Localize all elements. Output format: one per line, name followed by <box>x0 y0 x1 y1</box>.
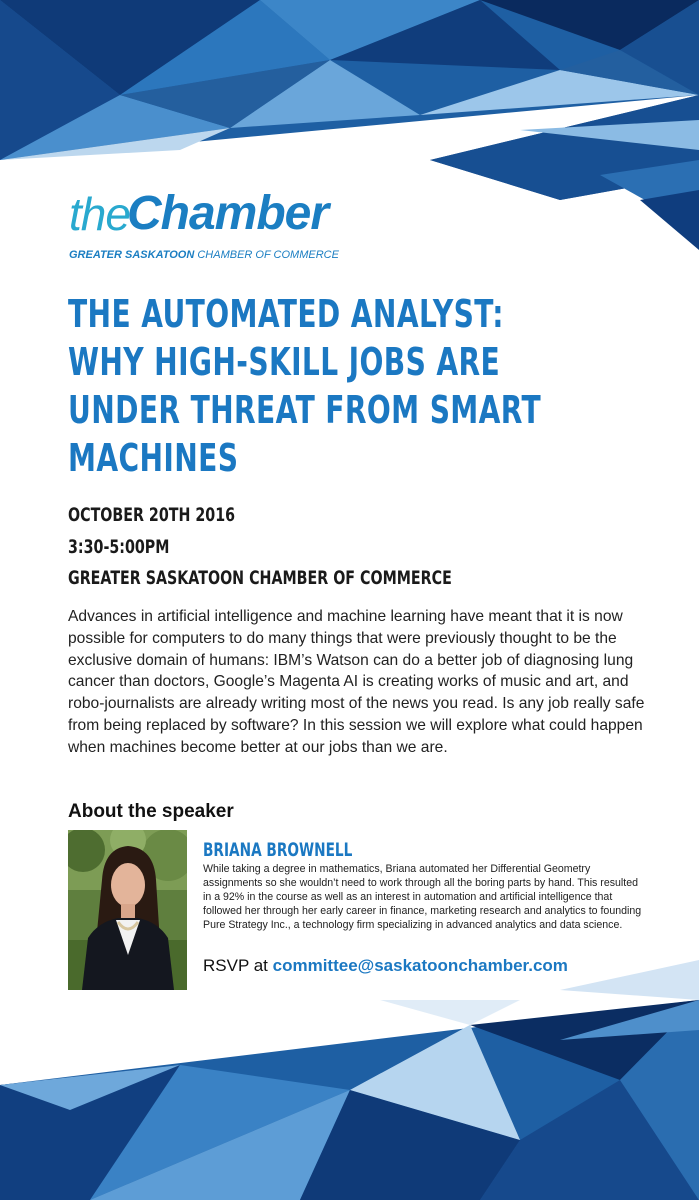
speaker-bio: While taking a degree in mathematics, Briana automated her Differential Geometry assignments so she wouldn’t need to work through all the boring parts by hand. This resulted in a 92% in the course as well as an interest in automation and artificial intelligence that followed her through her early career in finance, marketing research and analytics to founding Pure Strategy Inc., a technology firm specializing in advanced analytics and data science. <box>203 863 642 931</box>
speaker-photo <box>68 830 187 990</box>
event-date: OCTOBER 20TH 2016 <box>68 504 236 526</box>
event-title-line: UNDER THREAT FROM SMART <box>68 388 542 432</box>
rsvp-label: RSVP at <box>203 956 268 975</box>
logo-word-the: the <box>69 188 130 240</box>
event-description: Advances in artificial intelligence and machine learning have meant that it is now possible for computers to do many things that were previously thought to be the exclusive domain of humans: IBM’s Watson can do a better job of diagnosing lung cancer than doctors, Google’s Magenta AI is creating works of music and art, and robo-journalists are already writing most of the news you read. Is any job really safe from being replaced by software? In this session we will explore what could happen when machines become better at our jobs than we are. <box>68 608 645 756</box>
speaker-name: BRIANA BROWNELL <box>203 839 353 861</box>
event-time: 3:30-5:00PM <box>68 536 170 558</box>
logo-subtitle-bold: GREATER SASKATOON <box>69 249 195 261</box>
event-title-line: THE AUTOMATED ANALYST: <box>68 292 504 336</box>
event-venue: GREATER SASKATOON CHAMBER OF COMMERCE <box>68 567 452 589</box>
logo-word-chamber: Chamber <box>127 187 329 240</box>
event-title <box>68 290 542 482</box>
event-title-line: WHY HIGH-SKILL JOBS ARE <box>68 340 501 384</box>
event-title-line: MACHINES <box>68 436 239 480</box>
rsvp-email-link[interactable]: committee@saskatoonchamber.com <box>272 956 568 975</box>
logo-subtitle-rest: CHAMBER OF COMMERCE <box>197 249 339 261</box>
logo-subtitle <box>69 248 339 262</box>
rsvp-line <box>203 954 568 978</box>
chamber-logo <box>69 186 339 270</box>
about-speaker-heading: About the speaker <box>68 801 234 822</box>
